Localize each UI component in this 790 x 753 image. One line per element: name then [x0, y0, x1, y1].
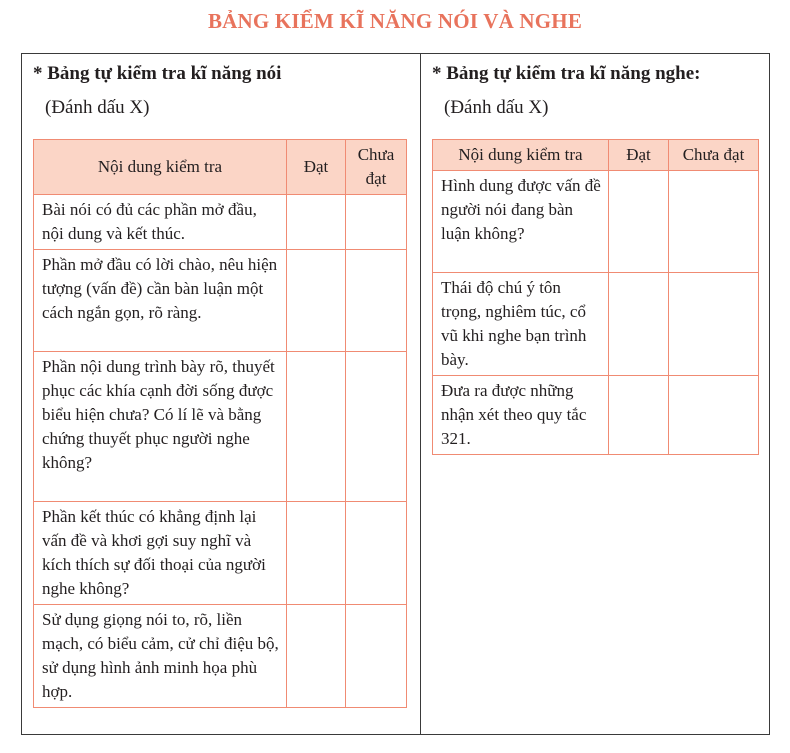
pass-checkbox-cell[interactable]: [287, 352, 346, 502]
header-content: Nội dung kiểm tra: [34, 140, 287, 195]
criterion-text: Thái độ chú ý tôn trọng, nghiêm túc, cổ vũ khi nghe bạn trình bày.: [433, 273, 609, 376]
fail-checkbox-cell[interactable]: [669, 273, 759, 376]
table-row: [433, 376, 759, 455]
table-row: [34, 352, 407, 502]
pass-checkbox-cell[interactable]: [287, 502, 346, 605]
criterion-text: Phần kết thúc có khẳng định lại vấn đề và khơi gợi suy nghĩ và kích thích sự đối thoại của người nghe không?: [34, 502, 287, 605]
table-row: [34, 502, 407, 605]
listening-checklist-table: [432, 139, 759, 455]
fail-checkbox-cell[interactable]: [346, 250, 407, 352]
table-header-row: [433, 140, 759, 171]
fail-checkbox-cell[interactable]: [346, 195, 407, 250]
pass-checkbox-cell[interactable]: [287, 605, 346, 708]
speaking-section-subtitle: (Đánh dấu X): [45, 97, 150, 118]
fail-checkbox-cell[interactable]: [669, 171, 759, 273]
speaking-checklist-table: [33, 139, 407, 708]
pass-checkbox-cell[interactable]: [287, 250, 346, 352]
fail-checkbox-cell[interactable]: [669, 376, 759, 455]
listening-section-subtitle: (Đánh dấu X): [444, 97, 549, 118]
fail-checkbox-cell[interactable]: [346, 502, 407, 605]
fail-checkbox-cell[interactable]: [346, 352, 407, 502]
table-row: [433, 273, 759, 376]
header-fail: Chưa đạt: [669, 140, 759, 171]
criterion-text: Sử dụng giọng nói to, rõ, liền mạch, có biểu cảm, cử chỉ điệu bộ, sử dụng hình ảnh minh họa phù hợp.: [34, 605, 287, 708]
speaking-section-title: * Bảng tự kiểm tra kĩ năng nói: [33, 63, 282, 84]
table-row: [34, 195, 407, 250]
criterion-text: Đưa ra được những nhận xét theo quy tắc 321.: [433, 376, 609, 455]
listening-section-title: * Bảng tự kiểm tra kĩ năng nghe:: [432, 63, 701, 84]
header-pass: Đạt: [287, 140, 346, 195]
pass-checkbox-cell[interactable]: [609, 273, 669, 376]
table-row: [34, 250, 407, 352]
table-row: [34, 605, 407, 708]
header-content: Nội dung kiểm tra: [433, 140, 609, 171]
criterion-text: Hình dung được vấn đề người nói đang bàn luận không?: [433, 171, 609, 273]
pass-checkbox-cell[interactable]: [609, 376, 669, 455]
criterion-text: Phần mở đầu có lời chào, nêu hiện tượng (vấn đề) cần bàn luận một cách ngắn gọn, rõ ràng.: [34, 250, 287, 352]
pass-checkbox-cell[interactable]: [609, 171, 669, 273]
header-fail: Chưa đạt: [346, 140, 407, 195]
column-divider: [420, 53, 421, 735]
page-title: BẢNG KIỂM KĨ NĂNG NÓI VÀ NGHE: [207, 9, 583, 33]
criterion-text: Phần nội dung trình bày rõ, thuyết phục các khía cạnh đời sống được biểu hiện chưa? Có lí lẽ và bằng chứng thuyết phục người nghe không?: [34, 352, 287, 502]
header-pass: Đạt: [609, 140, 669, 171]
pass-checkbox-cell[interactable]: [287, 195, 346, 250]
fail-checkbox-cell[interactable]: [346, 605, 407, 708]
criterion-text: Bài nói có đủ các phần mở đầu, nội dung và kết thúc.: [34, 195, 287, 250]
table-header-row: [34, 140, 407, 195]
table-row: [433, 171, 759, 273]
